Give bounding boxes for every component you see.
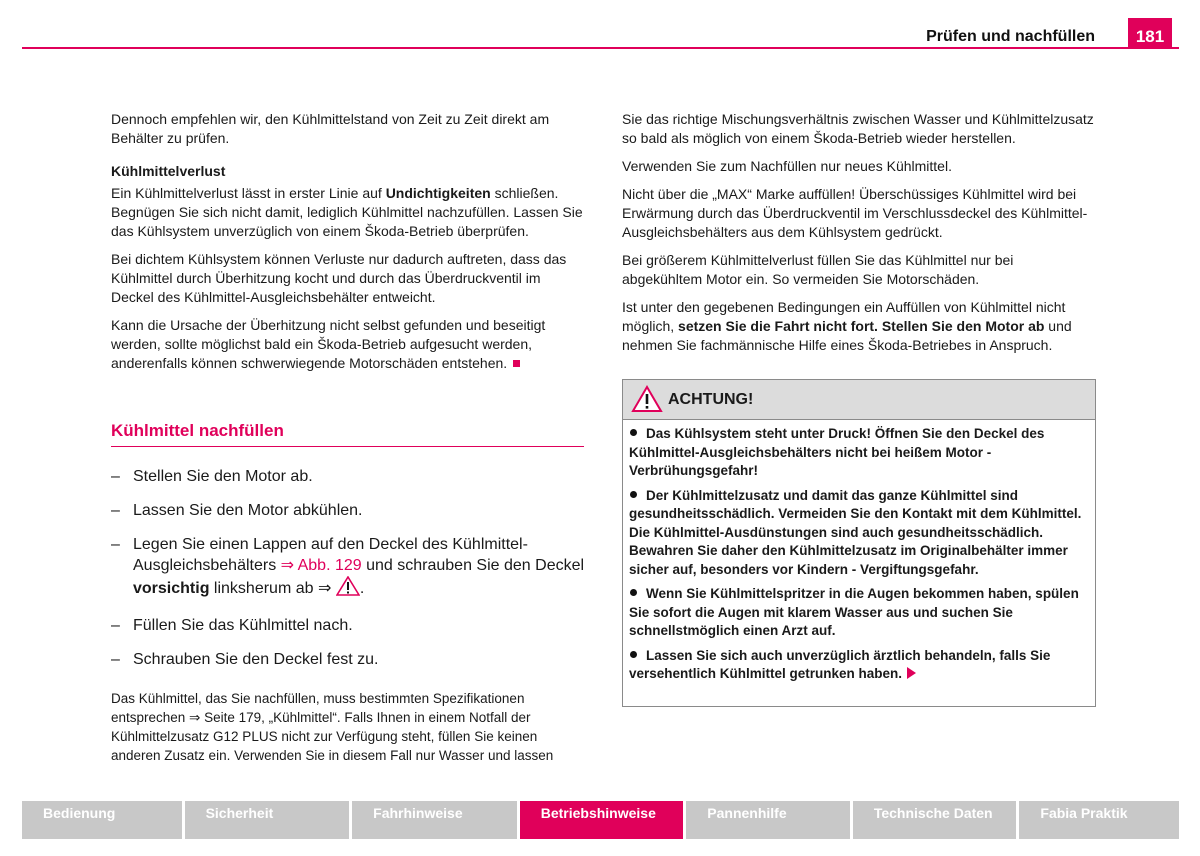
warning-text: Lassen Sie sich auch unverzüglich ärztlich behandeln, falls Sie versehentlich Kühlmittel getrunken haben. xyxy=(629,647,1051,681)
bullet-icon xyxy=(630,429,637,436)
warning-item xyxy=(629,487,1087,580)
nav-tab-bedienung[interactable]: Bedienung xyxy=(22,801,182,839)
step-text: Legen Sie einen Lappen auf den Deckel des Kühlmittel-Ausgleichsbehälters xyxy=(133,536,528,574)
warning-triangle-icon[interactable] xyxy=(336,576,360,602)
left-paragraph-3: Bei dichtem Kühlsystem können Verluste nur dadurch auftreten, dass das Kühlmittel durch Überhitzung kocht und durch das Überdruckventil im Deckel des Kühlmittel-Ausgleichsbehälter entweicht. xyxy=(111,251,567,305)
bottom-paragraph: Das Kühlmittel, das Sie nachfüllen, muss bestimmten Spezifikationen entsprechen ⇒ Seite 179, „Kühlmittel“. Falls Ihnen in einem Notfall der Kühlmittelzusatz G12 PLUS nicht zur Verfügung steht, füllen Sie keinen anderen Zusatz ein. Verwenden Sie in diesem Fall nur Wasser und lassen xyxy=(111,691,554,763)
text-span: und nehmen Sie fachmännische Hilfe eines Škoda-Betriebes in Anspruch. xyxy=(622,318,1072,353)
dash: – xyxy=(111,536,120,553)
left-paragraph-2 xyxy=(111,184,586,241)
warning-item xyxy=(629,647,1087,684)
nav-tab-fabia-praktik[interactable]: Fabia Praktik xyxy=(1019,801,1179,839)
bullet-icon xyxy=(630,589,637,596)
warning-text: Wenn Sie Kühlmittelspritzer in die Augen bekommen haben, spülen Sie sofort die Augen mit klarem Wasser aus und suchen Sie schnellstmöglich einen Arzt auf. xyxy=(629,586,1079,638)
step-text: linksherum ab ⇒ xyxy=(209,580,336,597)
bottom-left-text xyxy=(111,689,586,765)
right-paragraph-5 xyxy=(622,298,1097,355)
header-rule xyxy=(22,47,1179,49)
list-item xyxy=(111,534,586,602)
nav-tab-sicherheit[interactable]: Sicherheit xyxy=(185,801,350,839)
section-title: Kühlmittel nachfüllen xyxy=(111,421,584,447)
text-span: Ein Kühlmittelverlust lässt in erster Linie auf xyxy=(111,185,386,201)
bullet-icon xyxy=(630,651,637,658)
warning-box xyxy=(622,379,1096,707)
bold-span: setzen Sie die Fahrt nicht fort. Stellen Sie den Motor ab xyxy=(678,318,1045,334)
right-paragraph-1: Sie das richtige Mischungsverhältnis zwischen Wasser und Kühlmittelzusatz so bald als möglich von einem Škoda-Betrieb wieder herstellen. xyxy=(622,111,1094,146)
nav-tab-fahrhinweise[interactable]: Fahrhinweise xyxy=(352,801,517,839)
nav-tab-technische-daten[interactable]: Technische Daten xyxy=(853,801,1017,839)
right-paragraph-2: Verwenden Sie zum Nachfüllen nur neues Kühlmittel. xyxy=(622,158,952,174)
figure-reference-link[interactable]: ⇒ Abb. 129 xyxy=(280,557,362,574)
left-paragraph-1: Dennoch empfehlen wir, den Kühlmittelstand von Zeit zu Zeit direkt am Behälter zu prüfen. xyxy=(111,111,550,146)
page-number: 181 xyxy=(1128,18,1172,48)
text-span: Ist unter den gegebenen Bedingungen ein Auffüllen von Kühlmittel nicht möglich, xyxy=(622,299,1066,334)
text-span: Kann die Ursache der Überhitzung nicht selbst gefunden und beseitigt werden, sollte möglichst bald ein Škoda-Betrieb aufgesucht werden, anderenfalls können schwerwiegende Motorschäden entstehen. xyxy=(111,317,546,371)
list-item xyxy=(111,649,586,670)
warning-item xyxy=(629,425,1087,481)
steps-list xyxy=(111,466,586,683)
step-text: Füllen Sie das Kühlmittel nach. xyxy=(133,617,353,634)
warning-triangle-icon xyxy=(631,385,663,418)
subheading-coolant-loss: Kühlmittelverlust xyxy=(111,163,226,179)
nav-tab-pannenhilfe[interactable]: Pannenhilfe xyxy=(686,801,850,839)
right-paragraph-4: Bei größerem Kühlmittelverlust füllen Sie das Kühlmittel nur bei abgekühltem Motor ein. So vermeiden Sie Motorschäden. xyxy=(622,252,1014,287)
right-column xyxy=(622,110,1097,364)
warning-item xyxy=(629,585,1087,641)
step-text: Lassen Sie den Motor abkühlen. xyxy=(133,502,363,519)
text-span: schließen. Begnügen Sie sich nicht damit, lediglich Kühlmittel nachzufüllen. Lassen Sie das Kühlsystem unverzüglich von einem Škoda-Betrieb überprüfen. xyxy=(111,185,583,239)
warning-body xyxy=(623,420,1095,684)
step-text: . xyxy=(359,580,365,597)
list-item xyxy=(111,466,586,487)
end-of-section-icon xyxy=(513,360,520,367)
warning-text: Der Kühlmittelzusatz und damit das ganze Kühlmittel sind gesundheitsschädlich. Vermeiden Sie den Kontakt mit dem Kühlmittel. Die Kühlmittel-Ausdünstungen sind auch gesundheitsschädlich. Bewahren Sie daher den Kühlmittelzusatz im Originalbehälter immer sicher auf, besonders vor Kindern - Vergiftungsgefahr. xyxy=(629,487,1082,577)
left-paragraph-4 xyxy=(111,316,586,373)
warning-header xyxy=(623,380,1095,420)
warning-text: Das Kühlsystem steht unter Druck! Öffnen Sie den Deckel des Kühlmittel-Ausgleichsbehälters nicht bei heißem Motor - Verbrühungsgefahr! xyxy=(629,426,1045,478)
header-title: Prüfen und nachfüllen xyxy=(926,28,1095,45)
warning-title: ACHTUNG! xyxy=(668,391,754,408)
continue-arrow-icon xyxy=(907,667,916,679)
dash: – xyxy=(111,502,120,519)
dash: – xyxy=(111,651,120,668)
list-item xyxy=(111,500,586,521)
bold-span: vorsichtig xyxy=(133,580,210,597)
left-column xyxy=(111,110,586,382)
list-item xyxy=(111,615,586,636)
step-text: Stellen Sie den Motor ab. xyxy=(133,468,313,485)
step-text: Schrauben Sie den Deckel fest zu. xyxy=(133,651,379,668)
dash: – xyxy=(111,468,120,485)
step-text: und schrauben Sie den Deckel xyxy=(361,557,585,574)
right-paragraph-3: Nicht über die „MAX“ Marke auffüllen! Überschüssiges Kühlmittel wird bei Erwärmung durch das Überdruckventil im Verschlussdeckel des Kühlmittel-Ausgleichsbehälters aus dem Kühlsystem gedrückt. xyxy=(622,186,1088,240)
bottom-nav xyxy=(22,801,1179,839)
bullet-icon xyxy=(630,491,637,498)
bold-span: Undichtigkeiten xyxy=(385,185,491,201)
dash: – xyxy=(111,617,120,634)
nav-tab-betriebshinweise[interactable]: Betriebshinweise xyxy=(520,801,684,839)
